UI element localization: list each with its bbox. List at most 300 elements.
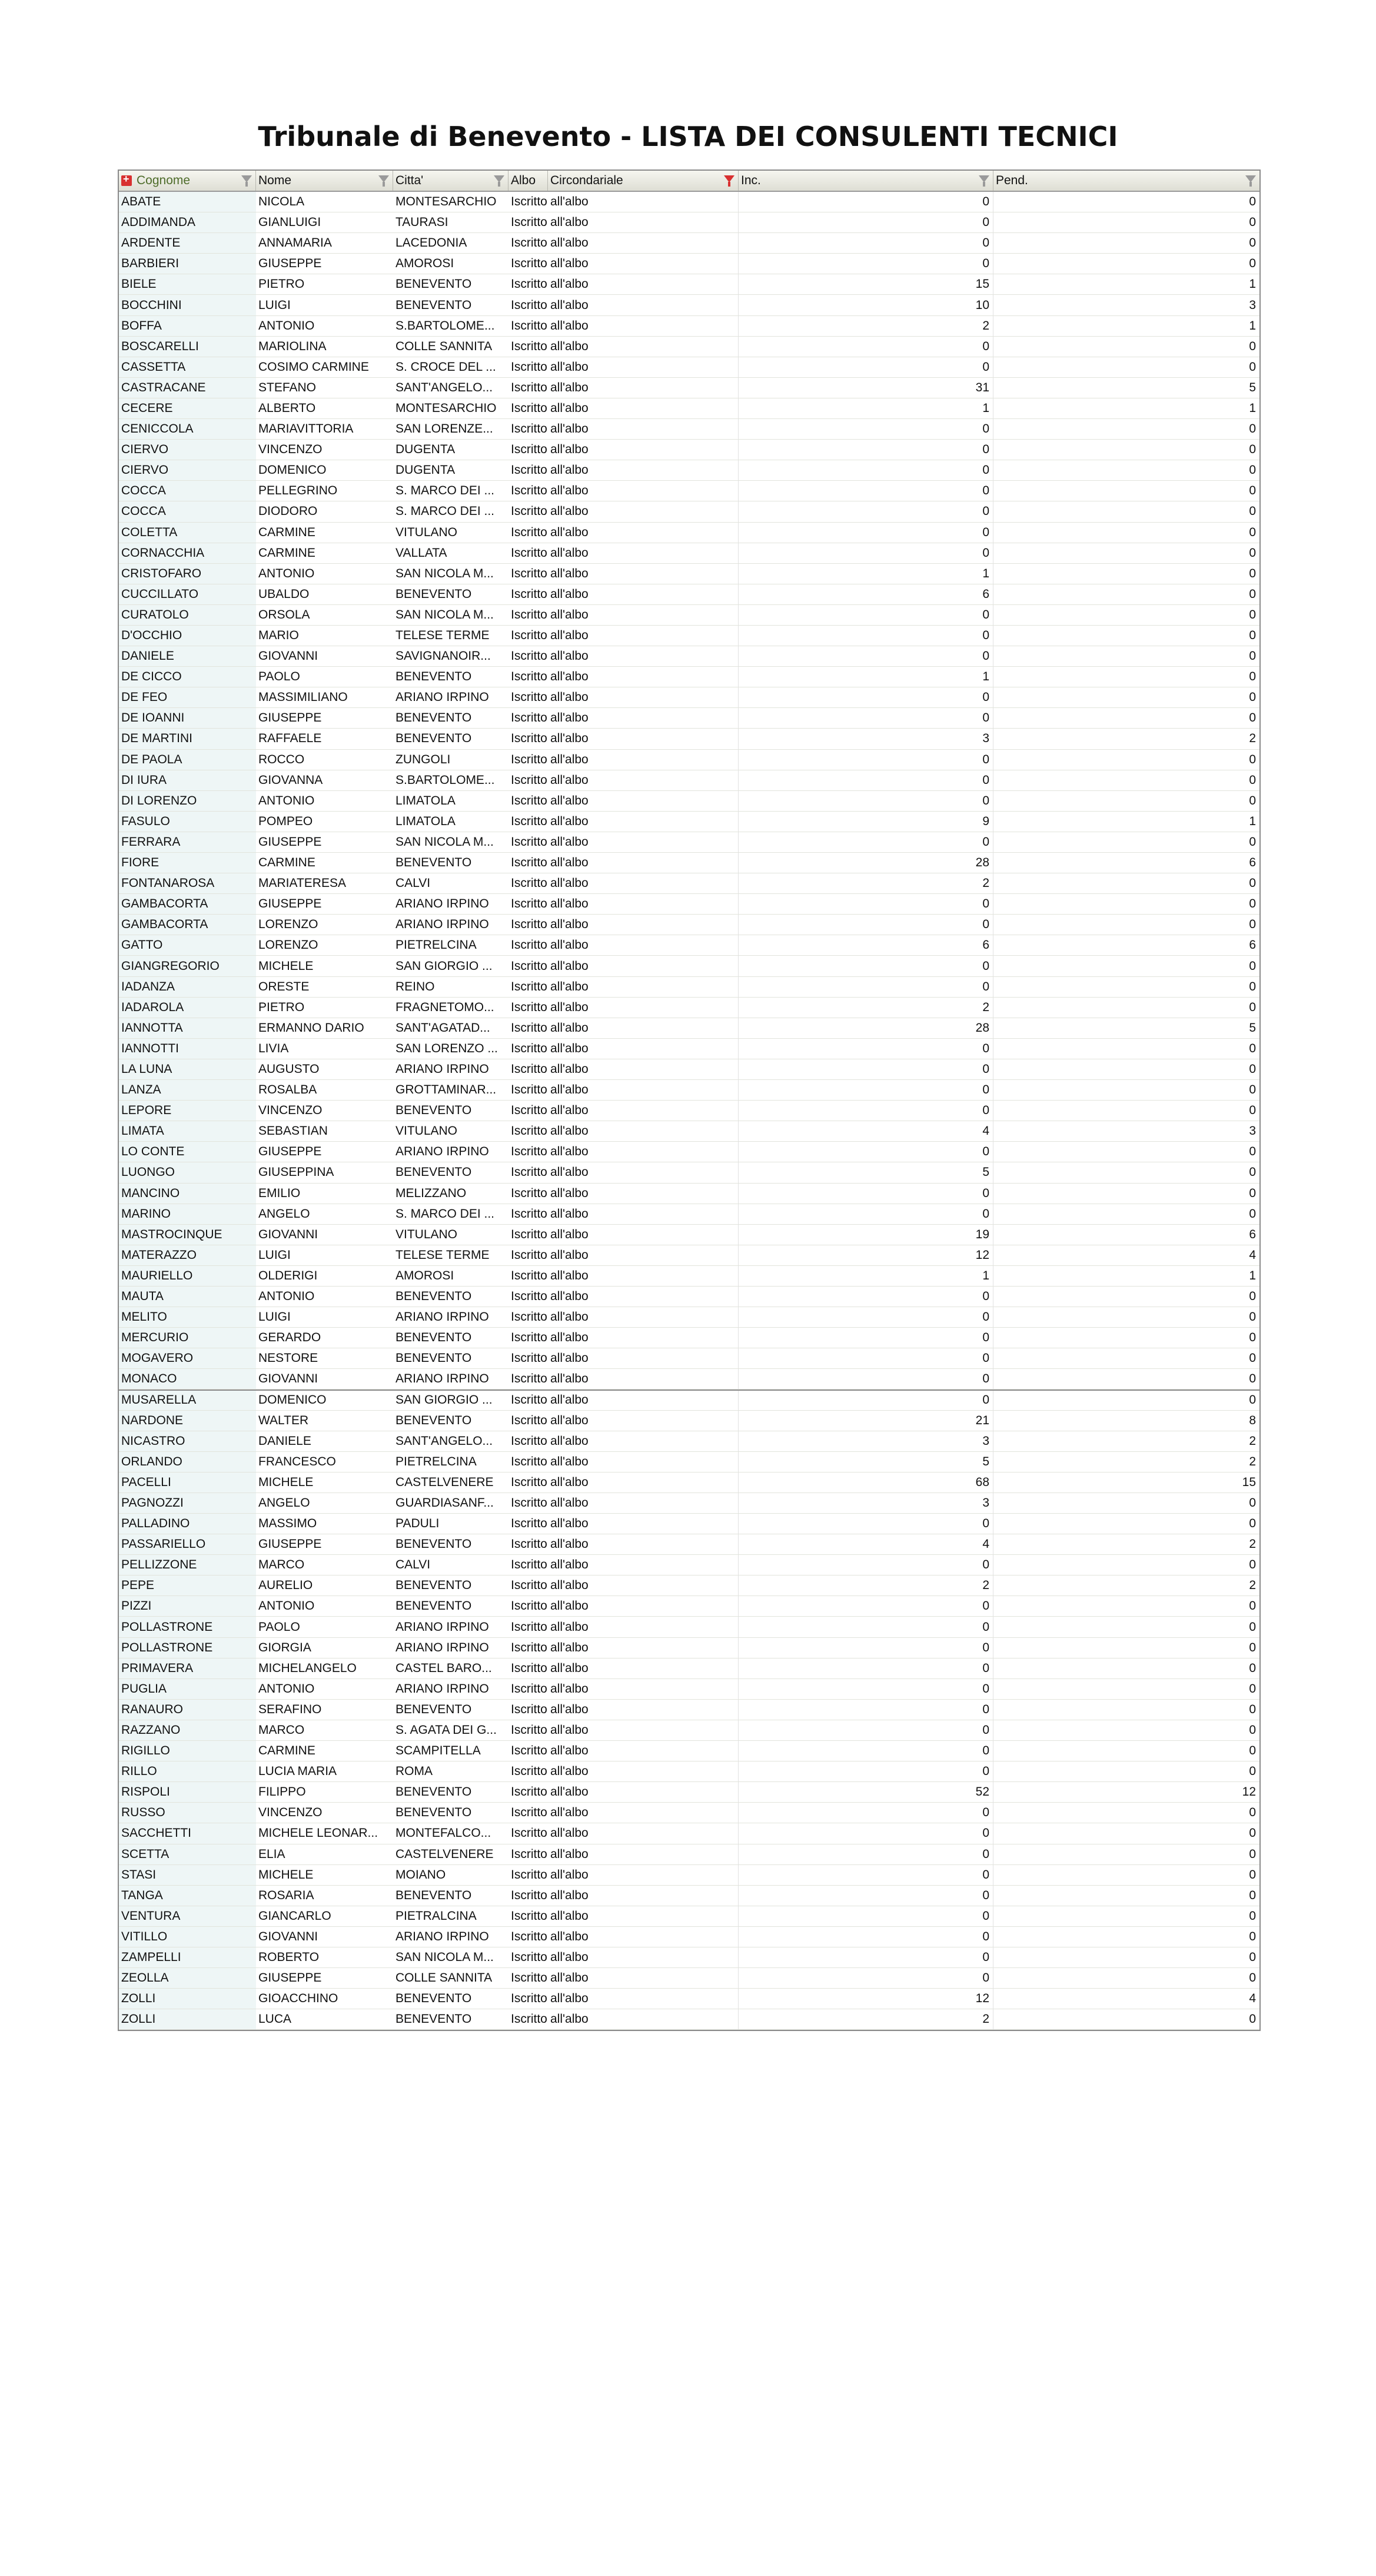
table-row[interactable] — [119, 1266, 1259, 1287]
table-row[interactable] — [119, 1968, 1259, 1989]
filter-icon[interactable] — [241, 175, 252, 182]
inc-cell: 1 — [739, 1266, 993, 1286]
table-row[interactable] — [119, 1700, 1259, 1720]
circondariale-cell: all'albo — [548, 501, 739, 521]
albo-cell: Iscritto — [511, 1764, 547, 1779]
pend-cell: 0 — [1249, 215, 1256, 230]
albo-cell: Iscritto — [511, 236, 547, 250]
circondariale-cell: all'albo — [548, 812, 739, 832]
column-header-citta[interactable] — [393, 171, 508, 191]
citta-cell: BENEVENTO — [395, 856, 472, 870]
column-label-cognome: Cognome — [137, 174, 191, 187]
citta-cell: ARIANO IRPINO — [395, 690, 489, 704]
albo-cell: Iscritto — [511, 587, 547, 601]
cognome-cell: DE FEO — [119, 687, 256, 707]
citta-cell: S.BARTOLOME... — [395, 773, 495, 787]
pend-cell: 0 — [1249, 607, 1256, 621]
inc-cell: 0 — [739, 1555, 993, 1575]
table-row[interactable] — [119, 894, 1259, 915]
nome-cell: ANTONIO — [258, 1681, 315, 1696]
pend-cell: 0 — [1249, 711, 1256, 725]
citta-cell: SAN NICOLA M... — [395, 1950, 494, 1965]
circondariale-cell: all'albo — [548, 378, 739, 398]
pend-cell: 0 — [1249, 1620, 1256, 1634]
table-row[interactable] — [119, 1886, 1259, 1906]
column-header-nome[interactable] — [256, 171, 393, 191]
table-row[interactable] — [119, 233, 1259, 254]
pend-cell: 0 — [1249, 1517, 1256, 1531]
circondariale-cell: all'albo — [548, 667, 739, 687]
table-row[interactable] — [119, 605, 1259, 626]
nome-cell: GIUSEPPE — [258, 1145, 322, 1159]
cognome-cell: DANIELE — [119, 646, 256, 666]
cognome-cell: PIZZI — [119, 1596, 256, 1616]
table-row[interactable] — [119, 1679, 1259, 1700]
albo-cell: Iscritto — [511, 1950, 547, 1965]
circondariale-cell: all'albo — [548, 1162, 739, 1182]
pend-cell: 0 — [1249, 1929, 1256, 1943]
cognome-cell: ABATE — [119, 192, 256, 212]
circondariale-cell: all'albo — [548, 1493, 739, 1513]
cognome-cell: RILLO — [119, 1761, 256, 1781]
cognome-cell: CIERVO — [119, 460, 256, 480]
cognome-cell: COCCA — [119, 501, 256, 521]
citta-cell: ARIANO IRPINO — [395, 1620, 489, 1634]
column-header-pend[interactable] — [993, 171, 1259, 191]
table-row[interactable] — [119, 956, 1259, 976]
cognome-cell: PELLIZZONE — [119, 1555, 256, 1575]
table-row[interactable] — [119, 1059, 1259, 1080]
citta-cell: S. CROCE DEL ... — [395, 360, 496, 374]
pend-cell: 0 — [1249, 1041, 1256, 1055]
pend-cell: 0 — [1249, 1744, 1256, 1758]
nome-cell: GIUSEPPE — [258, 1971, 322, 1985]
filter-icon[interactable] — [378, 175, 389, 182]
table-row[interactable] — [119, 1617, 1259, 1637]
table-row[interactable] — [119, 584, 1259, 605]
cognome-cell: SCETTA — [119, 1844, 256, 1864]
citta-cell: BENEVENTO — [395, 711, 472, 725]
table-row[interactable] — [119, 1534, 1259, 1555]
column-header-circondariale[interactable] — [548, 171, 739, 191]
inc-cell: 0 — [739, 1101, 993, 1121]
table-row[interactable] — [119, 1431, 1259, 1452]
citta-cell: BENEVENTO — [395, 1785, 472, 1799]
column-header-inc[interactable] — [739, 171, 993, 191]
cognome-cell: CRISTOFARO — [119, 564, 256, 584]
citta-cell: SANT'ANGELO... — [395, 380, 493, 394]
cognome-cell: PUGLIA — [119, 1679, 256, 1699]
circondariale-cell: all'albo — [548, 1391, 739, 1410]
table-row[interactable] — [119, 337, 1259, 357]
inc-cell: 0 — [739, 1617, 993, 1637]
circondariale-cell: all'albo — [548, 1245, 739, 1265]
inc-cell: 0 — [739, 1328, 993, 1348]
table-row[interactable] — [119, 750, 1259, 770]
nome-cell: ANTONIO — [258, 1599, 315, 1613]
nome-cell: VINCENZO — [258, 443, 323, 457]
nome-cell: FILIPPO — [258, 1785, 306, 1799]
table-row[interactable] — [119, 729, 1259, 749]
citta-cell: DUGENTA — [395, 463, 456, 477]
table-row[interactable] — [119, 1018, 1259, 1039]
nome-cell: ROSALBA — [258, 1083, 317, 1097]
pend-cell: 0 — [1249, 752, 1256, 766]
citta-cell: SAN GIORGIO ... — [395, 959, 493, 973]
pend-cell: 0 — [1249, 195, 1256, 209]
inc-cell: 28 — [739, 853, 993, 873]
cognome-cell: IANNOTTI — [119, 1039, 256, 1059]
citta-cell: S. MARCO DEI ... — [395, 484, 495, 498]
table-row[interactable] — [119, 1348, 1259, 1369]
table-row[interactable] — [119, 1162, 1259, 1183]
table-header — [119, 171, 1259, 192]
table-row[interactable] — [119, 1390, 1259, 1410]
nome-cell: GIOVANNI — [258, 1372, 318, 1386]
nome-cell: MICHELE LEONAR... — [258, 1826, 378, 1840]
pend-cell: 0 — [1249, 1764, 1256, 1779]
table-row[interactable] — [119, 1287, 1259, 1307]
pend-cell: 0 — [1249, 835, 1256, 849]
nome-cell: DANIELE — [258, 1434, 311, 1448]
citta-cell: MOIANO — [395, 1867, 446, 1882]
table-row[interactable] — [119, 212, 1259, 233]
table-row[interactable] — [119, 481, 1259, 501]
table-row[interactable] — [119, 1039, 1259, 1059]
albo-cell: Iscritto — [511, 1681, 547, 1696]
citta-cell: TAURASI — [395, 215, 448, 230]
cognome-cell: MOGAVERO — [119, 1348, 256, 1368]
nome-cell: PELLEGRINO — [258, 484, 338, 498]
citta-cell: ARIANO IRPINO — [395, 1681, 489, 1696]
nome-cell: GIOVANNA — [258, 773, 323, 787]
table-row[interactable] — [119, 1121, 1259, 1142]
table-row[interactable] — [119, 1844, 1259, 1865]
table-row[interactable] — [119, 1245, 1259, 1266]
table-row[interactable] — [119, 460, 1259, 481]
circondariale-cell: all'albo — [548, 708, 739, 728]
table-row[interactable] — [119, 1080, 1259, 1101]
nome-cell: MARCO — [258, 1558, 305, 1572]
nome-cell: MARIOLINA — [258, 339, 327, 353]
table-row[interactable] — [119, 316, 1259, 337]
pend-cell: 2 — [1249, 1454, 1256, 1468]
cognome-cell: BOSCARELLI — [119, 337, 256, 357]
pend-cell: 0 — [1249, 1806, 1256, 1820]
nome-cell: CARMINE — [258, 546, 315, 560]
table-row[interactable] — [119, 1204, 1259, 1225]
circondariale-cell: all'albo — [548, 254, 739, 274]
table-row[interactable] — [119, 1307, 1259, 1328]
citta-cell: SAVIGNANOIR... — [395, 649, 491, 663]
inc-cell: 52 — [739, 1782, 993, 1802]
circondariale-cell: all'albo — [548, 1369, 739, 1389]
cognome-cell: BOCCHINI — [119, 295, 256, 315]
citta-cell: VITULANO — [395, 1227, 458, 1241]
table-row[interactable] — [119, 646, 1259, 667]
albo-cell: Iscritto — [511, 1599, 547, 1613]
albo-cell: Iscritto — [511, 1578, 547, 1593]
nome-cell: NESTORE — [258, 1351, 318, 1365]
table-row[interactable] — [119, 274, 1259, 295]
table-row[interactable] — [119, 1927, 1259, 1947]
column-header-albo[interactable] — [508, 171, 548, 191]
albo-cell: Iscritto — [511, 1537, 547, 1551]
albo-cell: Iscritto — [511, 1867, 547, 1882]
circondariale-cell: all'albo — [548, 1534, 739, 1554]
table-row[interactable] — [119, 873, 1259, 894]
inc-cell: 0 — [739, 460, 993, 480]
table-row[interactable] — [119, 1658, 1259, 1679]
table-row[interactable] — [119, 2009, 1259, 2030]
inc-cell: 10 — [739, 295, 993, 315]
nome-cell: LUCIA MARIA — [258, 1764, 337, 1779]
table-row[interactable] — [119, 935, 1259, 956]
table-row[interactable] — [119, 1493, 1259, 1514]
table-row[interactable] — [119, 977, 1259, 998]
circondariale-cell: all'albo — [548, 1059, 739, 1079]
albo-cell: Iscritto — [511, 546, 547, 560]
albo-cell: Iscritto — [511, 856, 547, 870]
inc-cell: 0 — [739, 791, 993, 811]
pend-cell: 0 — [1249, 1640, 1256, 1654]
column-label-nome: Nome — [258, 174, 292, 187]
albo-cell: Iscritto — [511, 1413, 547, 1427]
sort-ascending-icon[interactable] — [121, 175, 132, 186]
nome-cell: ROBERTO — [258, 1950, 320, 1965]
pend-cell: 8 — [1249, 1413, 1256, 1427]
circondariale-cell: all'albo — [548, 1348, 739, 1368]
citta-cell: SAN NICOLA M... — [395, 835, 494, 849]
cognome-cell: FONTANAROSA — [119, 873, 256, 893]
cognome-cell: RANAURO — [119, 1700, 256, 1720]
albo-cell: Iscritto — [511, 1558, 547, 1572]
inc-cell: 0 — [739, 956, 993, 976]
citta-cell: BENEVENTO — [395, 1578, 472, 1593]
table-row[interactable] — [119, 543, 1259, 564]
citta-cell: PIETRELCINA — [395, 938, 477, 952]
table-row[interactable] — [119, 254, 1259, 274]
table-row[interactable] — [119, 687, 1259, 708]
table-row[interactable] — [119, 1184, 1259, 1204]
circondariale-cell: all'albo — [548, 460, 739, 480]
table-row[interactable] — [119, 1741, 1259, 1761]
nome-cell: MASSIMILIANO — [258, 690, 348, 704]
table-row[interactable] — [119, 1761, 1259, 1782]
citta-cell: BENEVENTO — [395, 1103, 472, 1118]
table-row[interactable] — [119, 1782, 1259, 1803]
table-row[interactable] — [119, 1555, 1259, 1575]
nome-cell: ALBERTO — [258, 401, 316, 415]
inc-cell: 0 — [739, 894, 993, 914]
table-row[interactable] — [119, 1596, 1259, 1617]
albo-cell: Iscritto — [511, 876, 547, 890]
table-row[interactable] — [119, 1101, 1259, 1121]
table-row[interactable] — [119, 708, 1259, 729]
circondariale-cell: all'albo — [548, 1039, 739, 1059]
table-row[interactable] — [119, 1452, 1259, 1473]
cognome-cell: PALLADINO — [119, 1514, 256, 1534]
active-filter-icon[interactable] — [724, 175, 734, 182]
inc-cell: 5 — [739, 1452, 993, 1472]
citta-cell: AMOROSI — [395, 1268, 454, 1282]
pend-cell: 0 — [1249, 463, 1256, 477]
filter-icon[interactable] — [979, 175, 989, 182]
table-row[interactable] — [119, 1638, 1259, 1658]
cognome-cell: COCCA — [119, 481, 256, 501]
inc-cell: 9 — [739, 812, 993, 832]
circondariale-cell: all'albo — [548, 1886, 739, 1906]
inc-cell: 0 — [739, 687, 993, 707]
table-row[interactable] — [119, 1803, 1259, 1823]
table-row[interactable] — [119, 192, 1259, 212]
citta-cell: ARIANO IRPINO — [395, 1372, 489, 1386]
citta-cell: CASTELVENERE — [395, 1475, 494, 1489]
inc-cell: 1 — [739, 398, 993, 418]
pend-cell: 0 — [1249, 1351, 1256, 1365]
cognome-cell: MASTROCINQUE — [119, 1225, 256, 1245]
inc-cell: 0 — [739, 1080, 993, 1100]
circondariale-cell: all'albo — [548, 481, 739, 501]
albo-cell: Iscritto — [511, 835, 547, 849]
circondariale-cell: all'albo — [548, 1947, 739, 1967]
albo-cell: Iscritto — [511, 814, 547, 828]
pend-cell: 1 — [1249, 277, 1256, 291]
inc-cell: 28 — [739, 1018, 993, 1038]
page-title: Tribunale di Benevento - LISTA DEI CONSULENTI TECNICI — [258, 121, 1118, 152]
table-row[interactable] — [119, 770, 1259, 791]
albo-cell: Iscritto — [511, 1640, 547, 1654]
table-row[interactable] — [119, 626, 1259, 646]
table-row[interactable] — [119, 440, 1259, 460]
nome-cell: VINCENZO — [258, 1806, 323, 1820]
inc-cell: 1 — [739, 667, 993, 687]
circondariale-cell: all'albo — [548, 1328, 739, 1348]
filter-icon[interactable] — [1245, 175, 1256, 182]
table-row[interactable] — [119, 419, 1259, 440]
nome-cell: MICHELE — [258, 959, 314, 973]
citta-cell: S. MARCO DEI ... — [395, 504, 495, 518]
pend-cell: 5 — [1249, 380, 1256, 394]
citta-cell: BENEVENTO — [395, 1351, 472, 1365]
table-row[interactable] — [119, 791, 1259, 812]
table-row[interactable] — [119, 1720, 1259, 1741]
table-row[interactable] — [119, 501, 1259, 522]
table-row[interactable] — [119, 853, 1259, 873]
cognome-cell: POLLASTRONE — [119, 1617, 256, 1637]
circondariale-cell: all'albo — [548, 1741, 739, 1761]
table-row[interactable] — [119, 1865, 1259, 1886]
cognome-cell: CECERE — [119, 398, 256, 418]
pend-cell: 1 — [1249, 1268, 1256, 1282]
pend-cell: 6 — [1249, 938, 1256, 952]
albo-cell: Iscritto — [511, 1124, 547, 1138]
albo-cell: Iscritto — [511, 1393, 547, 1407]
inc-cell: 0 — [739, 1348, 993, 1368]
albo-cell: Iscritto — [511, 1021, 547, 1035]
inc-cell: 0 — [739, 646, 993, 666]
albo-cell: Iscritto — [511, 752, 547, 766]
table-row[interactable] — [119, 1225, 1259, 1245]
table-row[interactable] — [119, 564, 1259, 584]
inc-cell: 0 — [739, 832, 993, 852]
pend-cell: 0 — [1249, 546, 1256, 560]
inc-cell: 0 — [739, 543, 993, 563]
inc-cell: 5 — [739, 1162, 993, 1182]
nome-cell: LUIGI — [258, 298, 291, 312]
table-row[interactable] — [119, 378, 1259, 398]
pend-cell: 0 — [1249, 257, 1256, 271]
pend-cell: 0 — [1249, 1558, 1256, 1572]
inc-cell: 0 — [739, 1823, 993, 1843]
table-row[interactable] — [119, 667, 1259, 687]
albo-cell: Iscritto — [511, 215, 547, 230]
table-row[interactable] — [119, 998, 1259, 1018]
table-row[interactable] — [119, 1411, 1259, 1431]
table-row[interactable] — [119, 832, 1259, 853]
table-row[interactable] — [119, 1906, 1259, 1927]
table-row[interactable] — [119, 523, 1259, 543]
pend-cell: 0 — [1249, 1867, 1256, 1882]
table-row[interactable] — [119, 357, 1259, 378]
pend-cell: 2 — [1249, 1537, 1256, 1551]
table-row[interactable] — [119, 295, 1259, 315]
column-header-cognome[interactable] — [119, 171, 256, 191]
pend-cell: 0 — [1249, 236, 1256, 250]
albo-cell: Iscritto — [511, 1083, 547, 1097]
table-row[interactable] — [119, 812, 1259, 832]
inc-cell: 0 — [739, 708, 993, 728]
table-row[interactable] — [119, 915, 1259, 935]
table-row[interactable] — [119, 1328, 1259, 1348]
table-row[interactable] — [119, 1473, 1259, 1493]
inc-cell: 1 — [739, 564, 993, 584]
cognome-cell: NICASTRO — [119, 1431, 256, 1451]
citta-cell: SANT'ANGELO... — [395, 1434, 493, 1448]
inc-cell: 0 — [739, 523, 993, 543]
table-row[interactable] — [119, 1947, 1259, 1968]
pend-cell: 0 — [1249, 1723, 1256, 1737]
nome-cell: LORENZO — [258, 918, 318, 932]
table-row[interactable] — [119, 1989, 1259, 2009]
citta-cell: S.BARTOLOME... — [395, 318, 495, 333]
table-row[interactable] — [119, 1369, 1259, 1390]
citta-cell: SAN GIORGIO ... — [395, 1393, 493, 1407]
table-row[interactable] — [119, 1575, 1259, 1596]
cognome-cell: PACELLI — [119, 1473, 256, 1493]
pend-cell: 4 — [1249, 1248, 1256, 1262]
albo-cell: Iscritto — [511, 607, 547, 621]
pend-cell: 0 — [1249, 422, 1256, 436]
albo-cell: Iscritto — [511, 1434, 547, 1448]
cognome-cell: RUSSO — [119, 1803, 256, 1823]
circondariale-cell: all'albo — [548, 233, 739, 253]
inc-cell: 0 — [739, 419, 993, 439]
cognome-cell: MATERAZZO — [119, 1245, 256, 1265]
table-row[interactable] — [119, 1142, 1259, 1162]
citta-cell: COLLE SANNITA — [395, 339, 493, 353]
circondariale-cell: all'albo — [548, 1782, 739, 1802]
table-row[interactable] — [119, 1514, 1259, 1534]
circondariale-cell: all'albo — [548, 1844, 739, 1864]
table-row[interactable] — [119, 398, 1259, 419]
circondariale-cell: all'albo — [548, 1617, 739, 1637]
table-row[interactable] — [119, 1823, 1259, 1844]
circondariale-cell: all'albo — [548, 956, 739, 976]
pend-cell: 0 — [1249, 1950, 1256, 1965]
nome-cell: MICHELE — [258, 1867, 314, 1882]
filter-icon[interactable] — [494, 175, 504, 182]
